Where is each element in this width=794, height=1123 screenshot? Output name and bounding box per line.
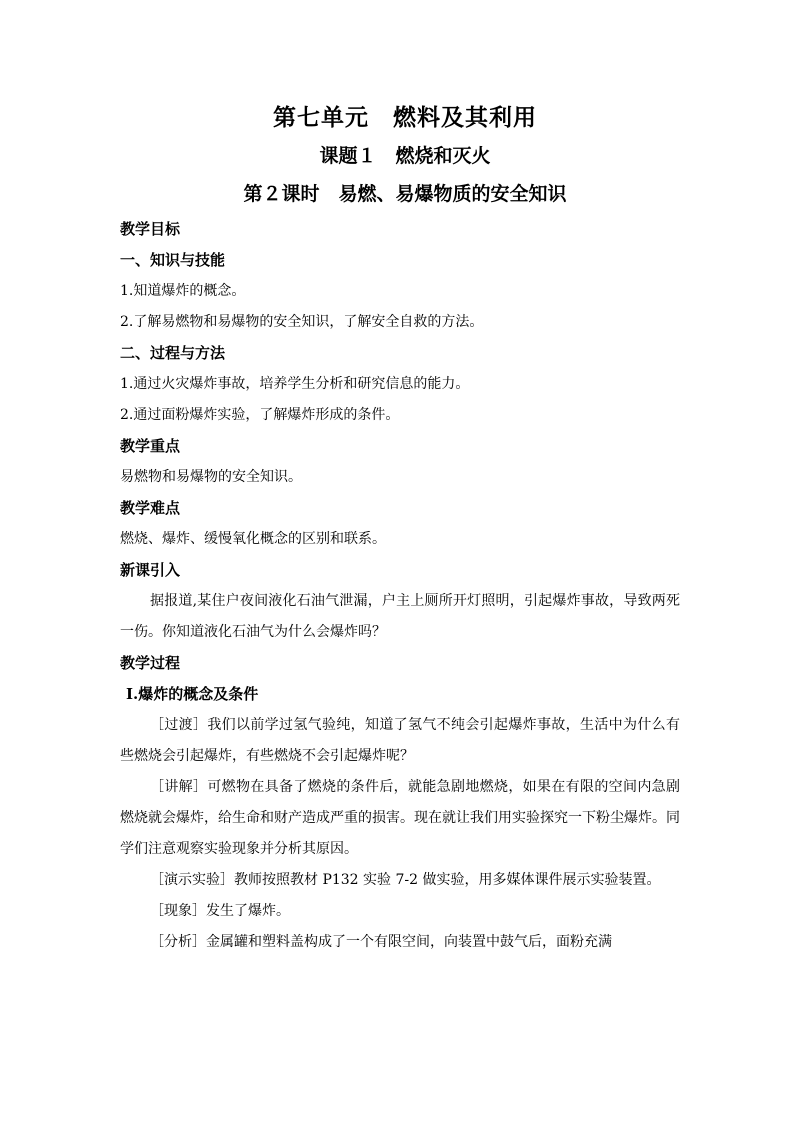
difficulty-heading: 教学难点 <box>120 499 181 517</box>
knowledge-item-2: 2.了解易燃物和易爆物的安全知识，了解安全自救的方法。 <box>120 314 484 330</box>
goals-heading: 教学目标 <box>120 220 181 238</box>
unit-title: 第七单元 燃料及其利用 <box>273 104 537 131</box>
phenomenon-paragraph: ［现象］发生了爆炸。 <box>150 903 290 919</box>
topic-title: 课题１ 燃烧和灭火 <box>319 145 491 167</box>
key-points-text: 易燃物和易爆物的安全知识。 <box>120 469 302 485</box>
process-item-2: 2.通过面粉爆炸实验，了解爆炸形成的条件。 <box>120 407 400 423</box>
knowledge-item-1: 1.知道爆炸的概念。 <box>120 283 246 299</box>
process-item-1: 1.通过火灾爆炸事故，培养学生分析和研究信息的能力。 <box>120 376 470 392</box>
part-1-heading: Ⅰ.爆炸的概念及条件 <box>126 685 259 703</box>
intro-paragraph: 据报道,某住户夜间液化石油气泄漏，户主上厕所开灯照明，引起爆炸事故，导致两死一伤。你知道液化石油气为什么会爆炸吗？ <box>120 593 680 640</box>
analysis-paragraph: ［分析］金属罐和塑料盖构成了一个有限空间，向装置中鼓气后，面粉充满 <box>150 934 612 950</box>
document-body <box>120 100 680 958</box>
difficulty-text: 燃烧、爆炸、缓慢氧化概念的区别和联系。 <box>120 531 386 547</box>
transition-paragraph: ［过渡］我们以前学过氢气验纯，知道了氢气不纯会引起爆炸事故，生活中为什么有些燃烧会引起爆炸，有些燃烧不会引起爆炸呢？ <box>120 717 680 764</box>
lesson-title: 第２课时 易燃、易爆物质的安全知识 <box>243 183 567 205</box>
explanation-paragraph: ［讲解］可燃物在具备了燃烧的条件后，就能急剧地燃烧，如果在有限的空间内急剧燃烧就会爆炸，给生命和财产造成严重的损害。现在就让我们用实验探究一下粉尘爆炸。同学们注意观察实验现象并分析其原因。 <box>120 779 680 857</box>
demo-paragraph: ［演示实验］教师按照教材 P132 实验 7-2 做实验，用多媒体课件展示实验装置。 <box>150 872 661 888</box>
teaching-process-heading: 教学过程 <box>120 654 181 672</box>
process-methods-heading: 二、过程与方法 <box>120 344 226 362</box>
knowledge-heading: 一、知识与技能 <box>120 251 226 269</box>
intro-heading: 新课引入 <box>120 561 181 579</box>
key-points-heading: 教学重点 <box>120 437 181 455</box>
